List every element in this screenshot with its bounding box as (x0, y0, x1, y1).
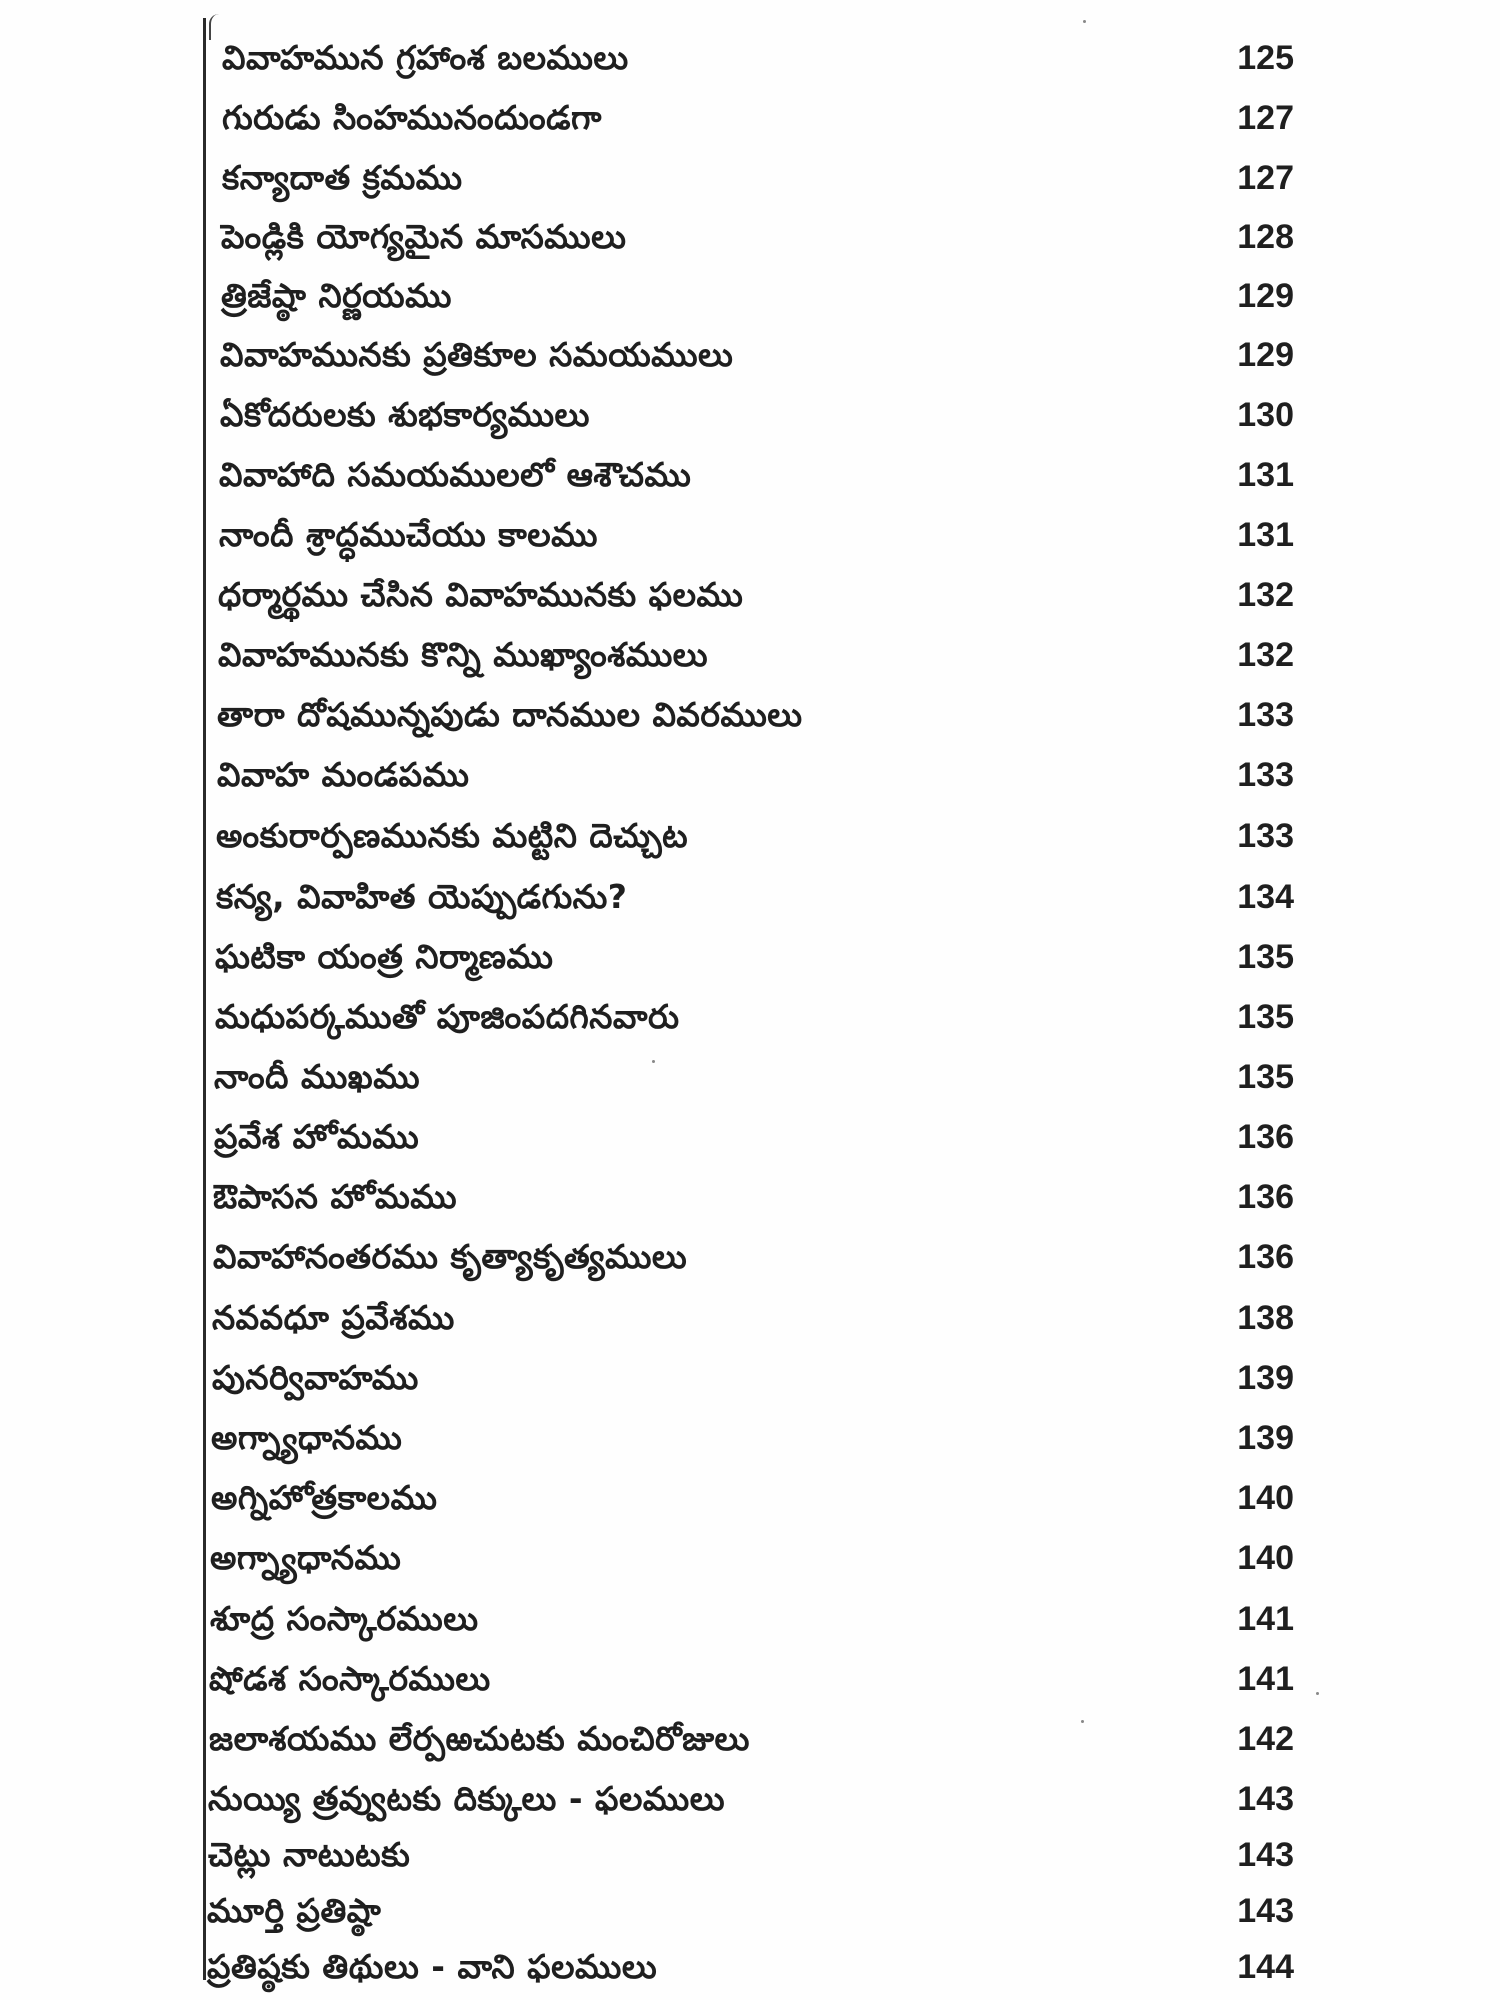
toc-entry-title: ప్రవేశ హోమము (214, 1117, 420, 1156)
toc-entry (0, 991, 1500, 1043)
toc-entry-title: నవవధూ ప్రవేశము (212, 1298, 455, 1337)
toc-entry-title: వివాహమునకు కొన్ని ముఖ్యాంశములు (218, 635, 709, 674)
toc-entry-page-number: 133 (1237, 817, 1294, 855)
toc-entry (0, 1051, 1500, 1103)
toc-entry-page-number: 143 (1237, 1780, 1294, 1818)
toc-entry-title: అగ్నిహోత్రకాలము (211, 1478, 438, 1517)
toc-entry (0, 389, 1500, 441)
toc-entry-page-number: 133 (1237, 696, 1294, 734)
toc-entry-title: వివాహాది సమయములలో ఆశౌచము (219, 455, 692, 494)
toc-entry-page-number: 136 (1237, 1178, 1294, 1216)
toc-entry-page-number: 127 (1237, 159, 1294, 197)
toc-entry-page-number: 135 (1237, 998, 1294, 1036)
toc-entry-title: కన్య, వివాహిత యెప్పుడగును? (216, 877, 628, 916)
toc-entry (0, 1231, 1500, 1283)
toc-entry-page-number: 138 (1237, 1299, 1294, 1337)
toc-entry-title: వివాహమునకు ప్రతికూల సమయములు (220, 335, 734, 374)
toc-entry-page-number: 136 (1237, 1238, 1294, 1276)
toc-entry (0, 810, 1500, 862)
toc-entry (0, 629, 1500, 681)
toc-entry-title: కన్యాదాత క్రమము (222, 158, 463, 197)
toc-entry (0, 1292, 1500, 1344)
toc-entry (0, 1111, 1500, 1163)
toc-entry (0, 92, 1500, 144)
toc-entry-title: మూర్తి ప్రతిష్ఠా (207, 1891, 382, 1930)
toc-entry-title: మధుపర్కముతో పూజింపదగినవారు (215, 997, 680, 1036)
toc-entry (0, 449, 1500, 501)
toc-entry (0, 1885, 1500, 1937)
toc-entry (0, 152, 1500, 204)
toc-entry-page-number: 143 (1237, 1892, 1294, 1930)
toc-entry-page-number: 132 (1237, 636, 1294, 674)
toc-entry (0, 931, 1500, 983)
toc-entry-title: వివాహ మండపము (217, 755, 470, 794)
toc-entry-page-number: 135 (1237, 938, 1294, 976)
toc-entry-title: చెట్లు నాటుటకు (208, 1835, 411, 1874)
toc-entry-title: వివాహానంతరము కృత్యాకృత్యములు (213, 1237, 688, 1276)
toc-entry (0, 871, 1500, 923)
toc-entry-page-number: 141 (1237, 1660, 1294, 1698)
toc-entry-page-number: 128 (1237, 218, 1294, 256)
toc-entry (0, 1773, 1500, 1825)
toc-entry-title: ఏకోదరులకు శుభకార్యములు (220, 395, 590, 434)
toc-entry-title: అగ్న్యాధానము (211, 1418, 403, 1457)
toc-entry-page-number: 132 (1237, 576, 1294, 614)
toc-entry-page-number: 139 (1237, 1419, 1294, 1457)
toc-entry-title: షోడశ సంస్కారములు (209, 1659, 491, 1698)
toc-entry (0, 1171, 1500, 1223)
toc-entry-title: త్రిజేష్ఠా నిర్ణయము (221, 276, 452, 315)
toc-entry (0, 1412, 1500, 1464)
toc-entry (0, 329, 1500, 381)
toc-entry-title: వివాహమున గ్రహాంశ బలములు (222, 38, 629, 77)
toc-entry-page-number: 134 (1237, 878, 1294, 916)
toc-entry-page-number: 125 (1237, 39, 1294, 77)
toc-entry (0, 1653, 1500, 1705)
toc-entry (0, 1352, 1500, 1404)
toc-entry-page-number: 139 (1237, 1359, 1294, 1397)
toc-entry (0, 1532, 1500, 1584)
toc-entry-title: జలాశయము లేర్పఱచుటకు మంచిరోజులు (209, 1719, 750, 1758)
toc-entry-page-number: 133 (1237, 756, 1294, 794)
toc-entry-title: ఘటికా యంత్ర నిర్మాణము (215, 937, 554, 976)
toc-entry-title: శూద్ర సంస్కారములు (210, 1599, 479, 1638)
toc-entry-title: అంకురార్పణమునకు మట్టిని దెచ్చుట (216, 816, 689, 855)
toc-entry-title: తారా దోషమున్నపుడు దానముల వివరములు (217, 695, 803, 734)
toc-entry-page-number: 131 (1237, 516, 1294, 554)
toc-entry (0, 569, 1500, 621)
toc-entry (0, 270, 1500, 322)
toc-entry (0, 749, 1500, 801)
toc-entry-page-number: 142 (1237, 1720, 1294, 1758)
toc-entry-title: ఔపాసన హోమము (213, 1177, 458, 1216)
toc-entry-page-number: 130 (1237, 396, 1294, 434)
toc-entry-title: పెండ్లికి యోగ్యమైన మాసములు (221, 217, 627, 256)
toc-entry-page-number: 140 (1237, 1539, 1294, 1577)
toc-entry (0, 509, 1500, 561)
toc-entry-title: ధర్మార్థము చేసిన వివాహమునకు ఫలము (218, 575, 744, 614)
toc-entry-page-number: 129 (1237, 277, 1294, 315)
toc-entry-page-number: 141 (1237, 1600, 1294, 1638)
toc-entry-page-number: 129 (1237, 336, 1294, 374)
toc-entry-page-number: 140 (1237, 1479, 1294, 1517)
toc-entry-title: పునర్వివాహము (212, 1358, 419, 1397)
toc-entry-title: నాందీ శ్రాద్ధముచేయు కాలము (219, 515, 598, 554)
toc-entry (0, 1593, 1500, 1645)
toc-entry (0, 1829, 1500, 1881)
toc-entry (0, 1941, 1500, 1993)
toc-entry-title: గురుడు సింహమునందుండగా (222, 98, 602, 137)
toc-entry-page-number: 143 (1237, 1836, 1294, 1874)
toc-entry-page-number: 135 (1237, 1058, 1294, 1096)
toc-entry (0, 689, 1500, 741)
toc-entry-title: నాందీ ముఖము (214, 1057, 421, 1096)
toc-entry (0, 211, 1500, 263)
toc-entry-page-number: 127 (1237, 99, 1294, 137)
toc-entry-title: నుయ్యి త్రవ్వుటకు దిక్కులు - ఫలములు (208, 1779, 726, 1818)
toc-entry (0, 1713, 1500, 1765)
toc-entry-title: అగ్న్యాధానము (210, 1538, 402, 1577)
toc-entry (0, 1472, 1500, 1524)
toc-entry-page-number: 131 (1237, 456, 1294, 494)
toc-entry-page-number: 144 (1237, 1948, 1294, 1986)
toc-entry (0, 32, 1500, 84)
toc-entry-title: ప్రతిష్ఠకు తిథులు - వాని ఫలములు (207, 1947, 658, 1986)
toc-entry-page-number: 136 (1237, 1118, 1294, 1156)
